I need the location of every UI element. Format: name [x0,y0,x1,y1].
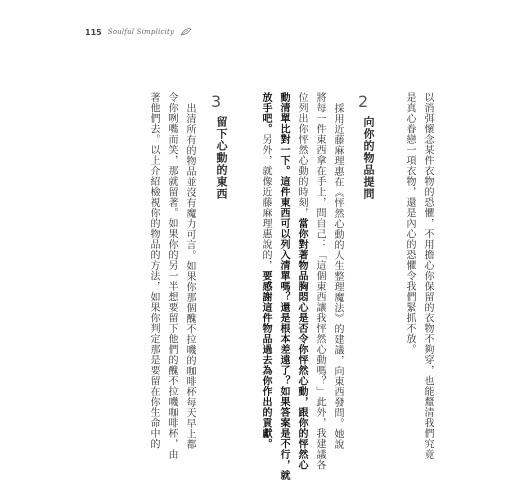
section-2-line-5-bold-a: 放手吧。 [260,92,271,134]
section-2-line-5-bold-b: 要感謝這件物品過去為你作出的貢獻。 [260,270,271,449]
section-2-line-4: 動清單比對一下。這件東西可以列入清單嗎？還是根本差遠了？如果答案是不行，就 [278,92,289,481]
section-2-line-1: 採用近藤麻理惠在《怦然心動的人生整理魔法》的建議，向東西發問。她說 [332,103,343,450]
book-title: Soulful Simplicity [107,28,175,36]
section-3-line-3: 著他們去。以上介紹檢視你的物品的方法，如果你判定那是要留在你生命中的 [148,92,159,449]
section-2-line-5 [258,92,273,449]
intro-line-2: 是真心眷戀一項衣物，還是內心的恐懼令我們緊抓不放。 [404,92,415,355]
section-2-line-2: 將每一件東西拿在手上，問自己：「這個東西讓我怦然心動嗎？」此外，我建議各 [314,92,325,470]
section-3-line-2: 令你咧嘴而笑，那就留著。如果你的另一半想要留下他們的醜不拉嘰咖啡杯，由 [166,92,177,460]
intro-line-1: 以消弭懷念某件衣物的恐懼，不用擔心你保留的衣物不夠穿，也能釐清我們究竟 [422,92,433,460]
section-2-line-5-plain: 另外，就像近藤麻理惠說的， [260,134,271,271]
section-2-title: 向你的物品提問 [362,116,375,200]
running-header [85,25,192,39]
section-2-line-3-plain: 位列出你怦然心動的時刻， [296,92,307,218]
section-3-number: 3 [211,92,222,111]
page-number: 115 [85,27,102,37]
section-2-line-3 [294,92,309,470]
section-3-line-1: 出清所有的物品並沒有魔力可言。如果你那個醜不拉嘰的咖啡杯每天早上都 [184,103,195,450]
section-2-number: 2 [358,92,369,111]
section-3-title: 留下心動的東西 [215,116,228,200]
section-2-line-3-bold: 當你對著物品胸悶心是否令你怦然心動，跟你的怦然心 [296,218,307,470]
leaf-ornament-icon [180,27,192,37]
